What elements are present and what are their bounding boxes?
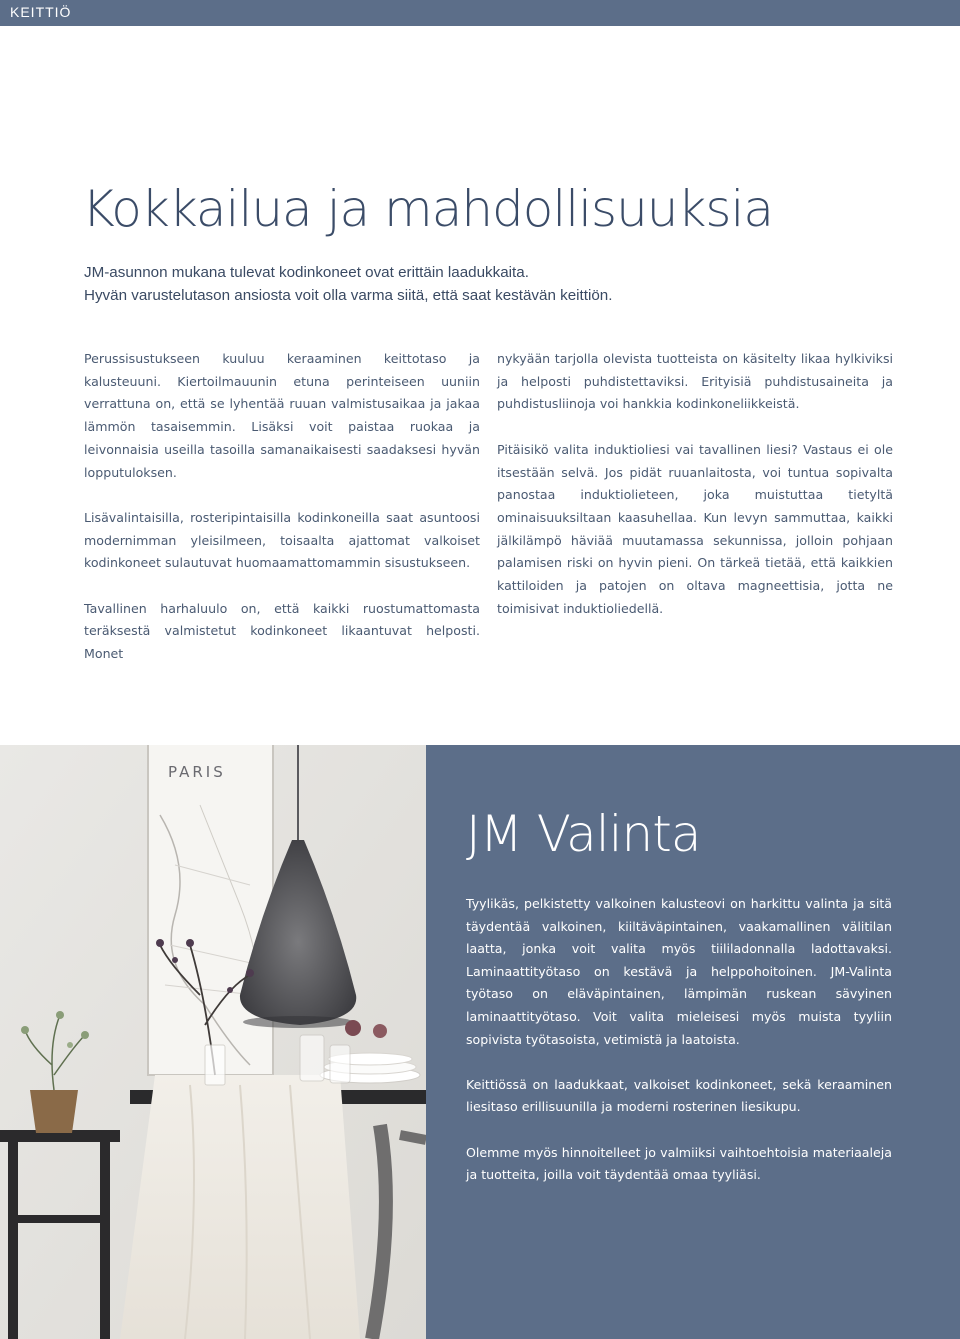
section-label: KEITTIÖ <box>10 4 72 20</box>
section-header-bar <box>0 0 960 26</box>
body-paragraph: nykyään tarjolla olevista tuotteista on käsitelty likaa hylkiviksi ja helposti puhdistettaviksi. Erityisiä puhdistusaineita ja puhdistusliinoja voi hankkia kodinkoneliikkeistä. <box>497 351 893 412</box>
poster-title: PARIS <box>168 763 226 781</box>
panel-title: JM Valinta <box>466 805 701 863</box>
body-paragraph: Perussisustukseen kuuluu keraaminen keittotaso ja kalusteuuni. Kiertoilmauunin etuna perinteiseen uuniin verrattuna on, että se lyhentää ruuan valmistusaikaa ja jakaa lämmön tasaisemmin. Lisäksi voit paistaa ruokaa ja leivonnaisia useilla tasoilla samanaikaisesti saadaksesi hyvän lopputuloksen. <box>84 351 480 480</box>
body-paragraph: Pitäisikö valita induktioliesi vai tavallinen liesi? Vastaus ei ole itsestään selvä. Jos pidät ruuanlaitosta, voi tuntua sopivalta panostaa induktiolieteen, joka muistuttaa tietyltä ominaisuuksiltaan kaasuhellaa. Kun levyn sammuttaa, kaikki jälkilämpö häviää muutamassa sekunnissa, jolloin pohjaan palamisen riski on hyvin pieni. On tärkeä tietää, että kaikkien kattiloiden ja patojen on oltava magneettisia, jotta ne toimisivat induktioliedellä. <box>497 441 893 616</box>
right-text-column <box>497 348 893 643</box>
table-cloth <box>120 1075 360 1339</box>
panel-paragraph: Olemme myös hinnoitelleet jo valmiiksi vaihtoehtoisia materiaaleja ja tuotteita, joilla voit täydentää omaa tyyliäsi. <box>466 1144 892 1183</box>
kitchen-photo <box>0 745 426 1339</box>
intro-line: Hyvän varustelutason ansiosta voit olla varma siitä, että saat kestävän keittiön. <box>84 286 613 304</box>
panel-paragraph: Tyylikäs, pelkistetty valkoinen kalusteovi on harkittu valinta ja sitä täydentää valkoinen, kiiltäväpintainen, vaakamallinen välitilan laatta, jonka voit valita myös tiililadonnalla ladottavaksi. Laminaattityötaso on kestävä ja helppohoitoinen. JM-Valinta työtaso on eläväpintainen, lämpimän ruskean sävyinen laminaattityötaso. Voit valita mieleisesi myös muista tyyliin sopivista työtasoista, vetimistä ja laatoista. <box>466 896 892 1047</box>
intro-line: JM-asunnon mukana tulevat kodinkoneet ovat erittäin laadukkaita. <box>84 264 529 281</box>
body-paragraph: Lisävalintaisilla, rosteripintaisilla kodinkoneilla saat asuntoosi modernimman yleisilmeen, toisaalta ajattomat valkoiset kodinkoneet sulautuvat huomaamattomammin sisustukseen. <box>84 509 480 571</box>
body-paragraph: Tavallinen harhaluulo on, että kaikki ruostumattomasta teräksestä valmistetut kodinkoneet likaantuvat helposti. Monet <box>84 600 480 662</box>
panel-paragraph: Keittiössä on laadukkaat, valkoiset kodinkoneet, sekä keraaminen liesitaso erillisuunilla ja moderni rosterinen liesikupu. <box>466 1076 892 1115</box>
plant-pot <box>30 1090 78 1133</box>
page-title: Kokkailua ja mahdollisuuksia <box>82 180 773 238</box>
jm-valinta-panel <box>426 745 960 1339</box>
left-text-column <box>84 348 480 689</box>
intro-text <box>84 262 904 307</box>
panel-text <box>466 893 892 1209</box>
